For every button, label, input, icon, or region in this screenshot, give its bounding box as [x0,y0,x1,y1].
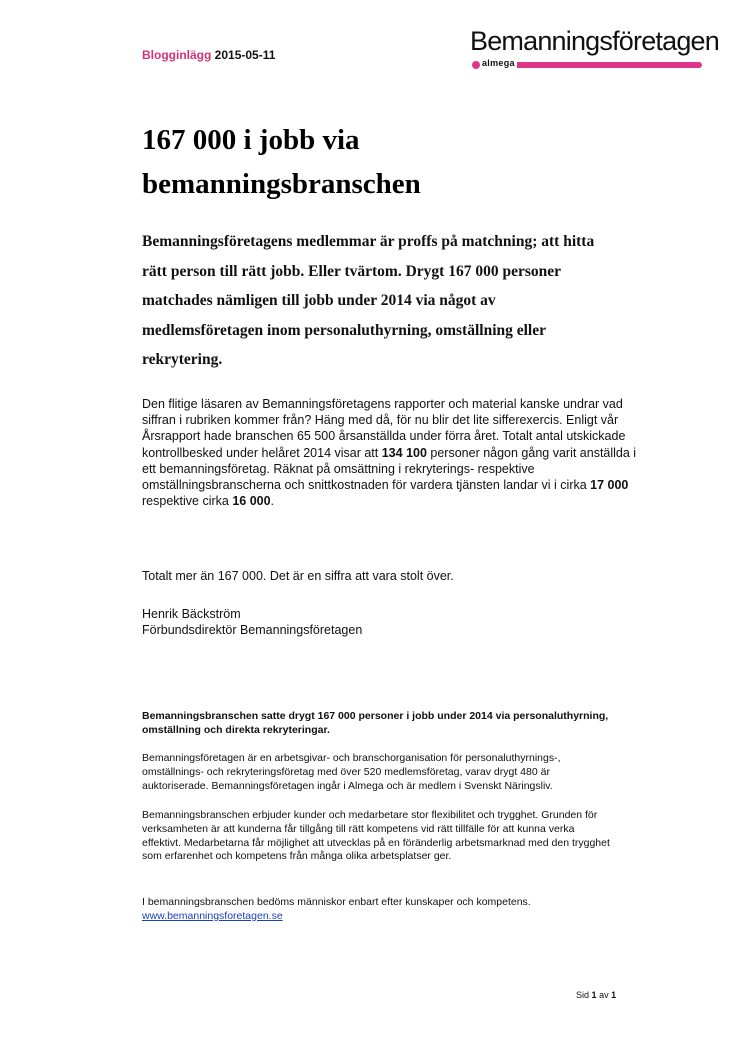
body-bold-number: 134 100 [381,445,427,460]
website-link[interactable]: www.bemanningsforetagen.se [142,909,283,922]
post-date: 2015-05-11 [214,48,276,62]
brand-logo [470,26,719,74]
logo-accent-bar [504,62,702,68]
boilerplate-paragraph-1: Bemanningsföretagen är en arbetsgivar- och branschorganisation för personaluthyrnings-, omställnings- och rekryteringsföretag med över 520 medlemsföretag, varav drygt 480 är auktoriserade. Bemanningsföretagen ingår i Almega och är medlem i Svenskt Näringsliv. [142,752,561,792]
signature-title: Förbundsdirektör Bemanningsföretagen [142,623,363,638]
boilerplate-heading: Bemanningsbranschen satte drygt 167 000 personer i jobb under 2014 via personaluthyrning, omställning och direkta rekryteringar. [142,710,609,736]
body-text: Den flitige läsaren av Bemanningsföretagens rapporter och material kanske undrar vad siffran i rubriken kommer från? Häng med då, för nu blir det lite sifferexercis. Enligt vår Årsrapport hade branschen 65 500 årsanställda under förra året. Totalt antal utskickade kontrollbesked under helåret 2014 visar att [142,397,626,460]
page-current: 1 [591,990,597,1000]
page-number [576,990,616,1000]
boilerplate [142,710,612,922]
signature-name: Henrik Bäckström [142,607,241,621]
logo-dot-icon [472,61,480,69]
post-type: Blogginlägg [142,48,212,62]
post-meta [142,48,275,62]
body-paragraph-1 [142,396,642,509]
logo-sub: almega [482,58,515,68]
body-bold-number: 17 000 [590,478,629,493]
body-bold-number: 16 000 [232,494,271,509]
logo-wordmark: Bemanningsföretagen [470,26,719,56]
body-paragraph-2: Totalt mer än 167 000. Det är en siffra att vara stolt över. [142,569,454,583]
page-prefix: Sid [576,990,590,1000]
boilerplate-text: I bemanningsbranschen bedöms människor enbart efter kunskaper och kompetens. [142,896,531,908]
page-total: 1 [611,990,617,1000]
body-text: respektive cirka [142,494,233,509]
article-body [142,396,642,638]
body-text: personer någon gång varit anställda i ett bemanningsföretag. Räknat på omsättning i rekryterings- respektive omställningsbranscherna och snittkostnaden för vardera tjänsten landar vi i cirka [142,445,637,493]
body-text: . [270,494,275,509]
article-title: 167 000 i jobb via bemanningsbranschen [142,124,421,200]
boilerplate-paragraph-2: Bemanningsbranschen erbjuder kunder och medarbetare stor flexibilitet och trygghet. Grunden för verksamheten är att kunderna får tillgång till rätt kompetens vid rätt tillfälle för att kunna verka effektivt. Medarbetarna får möjlighet att utvecklas på en föränderlig arbetsmarknad med den trygghet som erfarenhet och kompetens från många olika arbetsplatser ger. [142,809,610,863]
page-of: av [599,990,609,1000]
boilerplate-paragraph-3 [142,896,612,924]
signature [142,606,642,638]
article-lead: Bemanningsföretagens medlemmar är proffs på matchning; att hitta rätt person till rätt jobb. Eller tvärtom. Drygt 167 000 personer matchades nämligen till jobb under 2014 via något av medlemsföretagen inom personaluthyrning, omställning eller rekrytering. [142,233,595,368]
